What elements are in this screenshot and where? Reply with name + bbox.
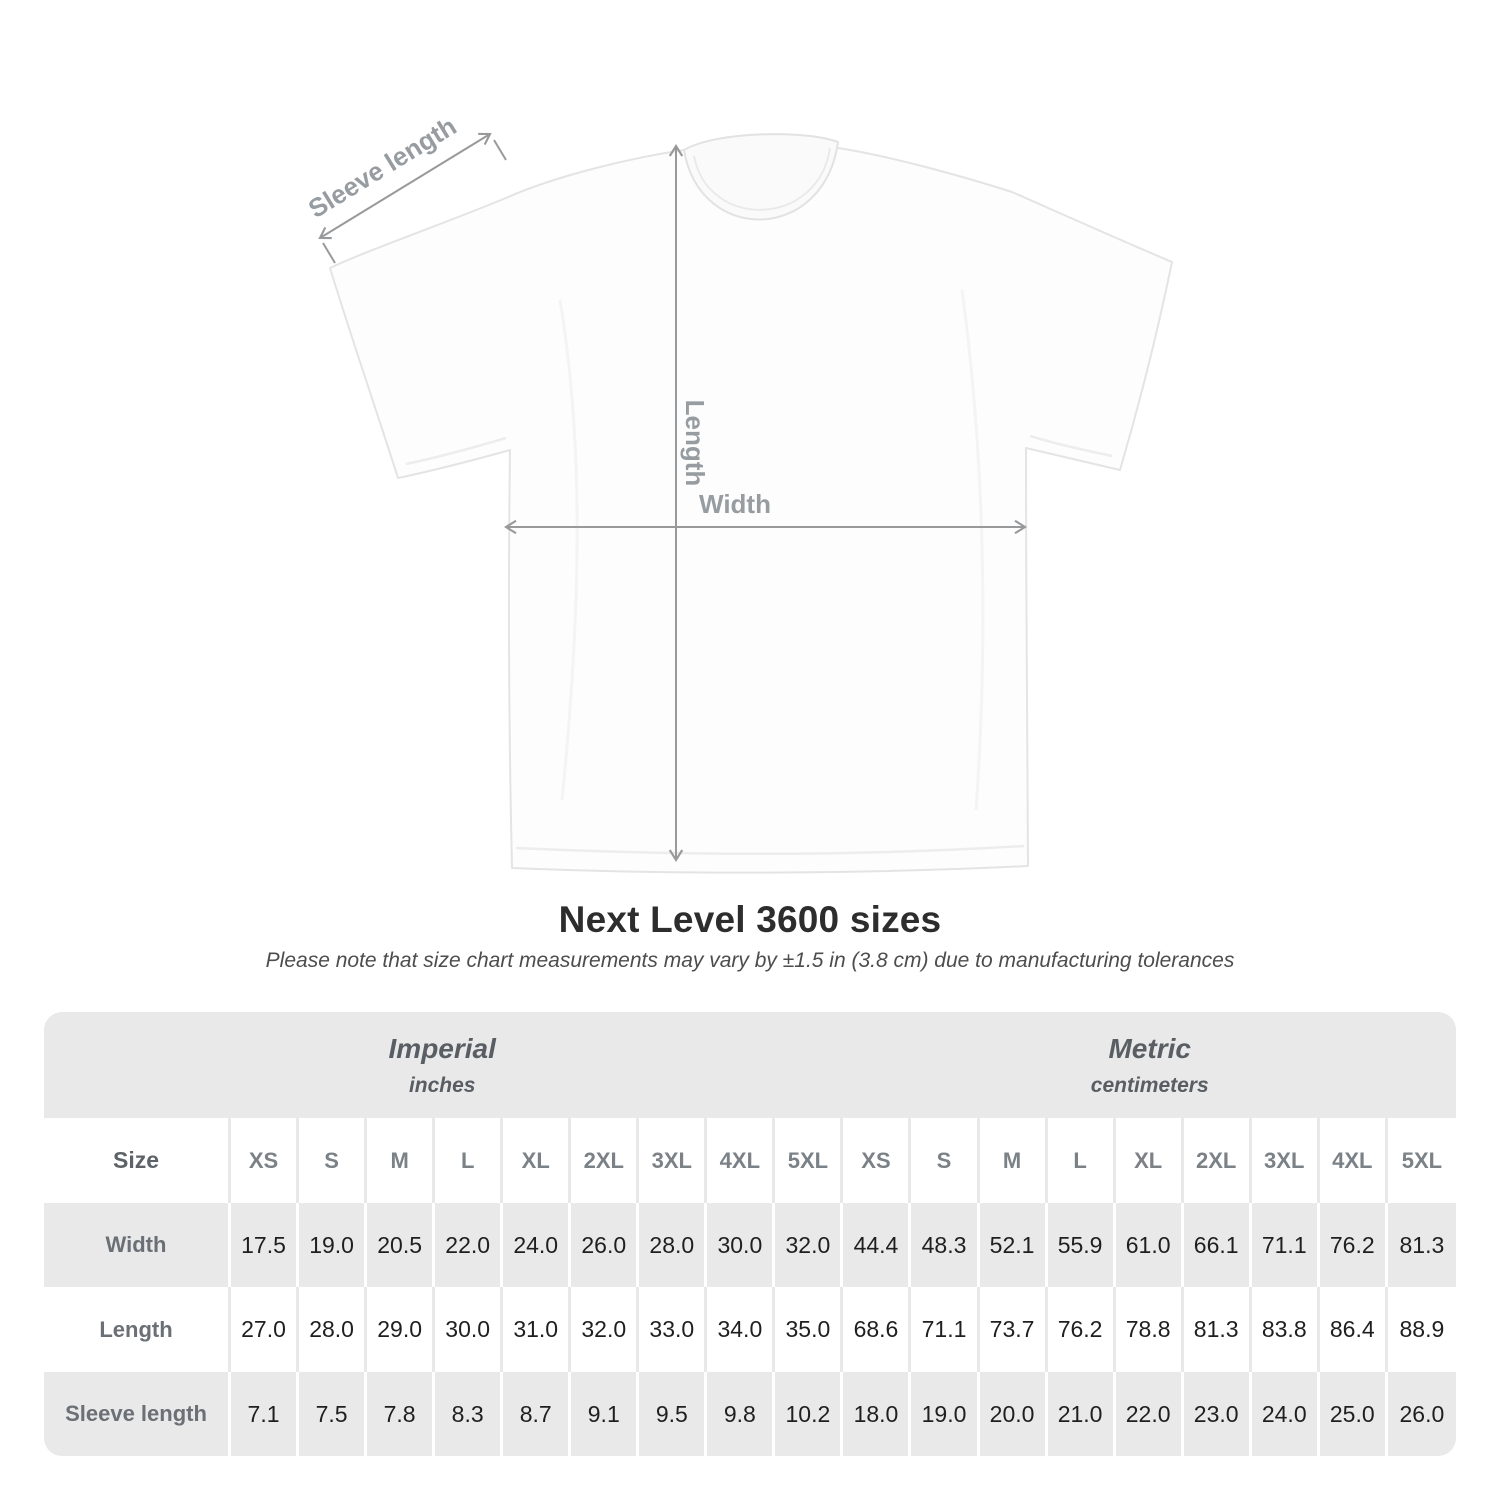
unit-group-row	[44, 1012, 1456, 1118]
size-header-row	[44, 1118, 1456, 1203]
measurement-value: 68.6	[843, 1287, 911, 1372]
measurement-value: 25.0	[1320, 1372, 1388, 1456]
size-header-label: Size	[44, 1118, 231, 1203]
measurement-value: 33.0	[639, 1287, 707, 1372]
size-column-header-metric-2xl: 2XL	[1184, 1118, 1252, 1203]
size-column-header-imperial-2xl: 2XL	[571, 1118, 639, 1203]
measurement-value: 7.1	[231, 1372, 299, 1456]
measurement-value: 19.0	[911, 1372, 979, 1456]
imperial-group-unit: inches	[408, 1073, 476, 1097]
size-chart-table	[44, 1012, 1456, 1456]
measurement-value: 30.0	[707, 1203, 775, 1287]
sleeve-arrow-end-tick-bottom	[323, 243, 335, 263]
size-column-header-imperial-3xl: 3XL	[639, 1118, 707, 1203]
measurement-value: 22.0	[1116, 1372, 1184, 1456]
measurement-value: 55.9	[1048, 1203, 1116, 1287]
measurement-value: 24.0	[1252, 1372, 1320, 1456]
measurement-value: 23.0	[1184, 1372, 1252, 1456]
measurement-value: 9.5	[639, 1372, 707, 1456]
metric-group-header	[843, 1012, 1456, 1118]
measurement-value: 88.9	[1388, 1287, 1456, 1372]
measurement-value: 71.1	[911, 1287, 979, 1372]
sleeve-length-arrow-label: Sleeve length	[302, 110, 462, 224]
measurement-value: 52.1	[980, 1203, 1048, 1287]
measurement-value: 24.0	[503, 1203, 571, 1287]
measurement-row-label: Length	[44, 1287, 231, 1372]
size-column-header-imperial-4xl: 4XL	[707, 1118, 775, 1203]
size-column-header-metric-4xl: 4XL	[1320, 1118, 1388, 1203]
measurement-value: 76.2	[1048, 1287, 1116, 1372]
measurement-value: 10.2	[775, 1372, 843, 1456]
measurement-value: 44.4	[843, 1203, 911, 1287]
size-column-header-metric-3xl: 3XL	[1252, 1118, 1320, 1203]
measurement-value: 9.1	[571, 1372, 639, 1456]
measurement-value: 27.0	[231, 1287, 299, 1372]
size-column-header-imperial-xs: XS	[231, 1118, 299, 1203]
metric-group-title: Metric	[1108, 1032, 1191, 1064]
size-column-header-imperial-l: L	[435, 1118, 503, 1203]
size-column-header-metric-xs: XS	[843, 1118, 911, 1203]
measurement-value: 7.5	[299, 1372, 367, 1456]
size-column-header-imperial-5xl: 5XL	[775, 1118, 843, 1203]
measurement-value: 32.0	[571, 1287, 639, 1372]
measurement-value: 81.3	[1184, 1287, 1252, 1372]
tolerance-note: Please note that size chart measurements may vary by ±1.5 in (3.8 cm) due to manufacturing tolerances	[265, 949, 1235, 972]
measurement-value: 18.0	[843, 1372, 911, 1456]
measurement-value: 26.0	[1388, 1372, 1456, 1456]
measurement-value: 17.5	[231, 1203, 299, 1287]
measurement-value: 86.4	[1320, 1287, 1388, 1372]
width-arrow-label: Width	[699, 489, 771, 519]
measurement-value: 73.7	[980, 1287, 1048, 1372]
size-column-header-metric-m: M	[980, 1118, 1048, 1203]
size-column-header-imperial-xl: XL	[503, 1118, 571, 1203]
measurement-row-label: Sleeve length	[44, 1372, 231, 1456]
size-column-header-metric-l: L	[1048, 1118, 1116, 1203]
measurement-value: 31.0	[503, 1287, 571, 1372]
measurement-value: 81.3	[1388, 1203, 1456, 1287]
measurement-value: 32.0	[775, 1203, 843, 1287]
measurement-row-sleeve-length	[44, 1372, 1456, 1456]
measurement-value: 30.0	[435, 1287, 503, 1372]
measurement-value: 76.2	[1320, 1203, 1388, 1287]
measurement-value: 8.7	[503, 1372, 571, 1456]
measurement-value: 7.8	[367, 1372, 435, 1456]
measurement-value: 83.8	[1252, 1287, 1320, 1372]
measurement-value: 66.1	[1184, 1203, 1252, 1287]
size-column-header-metric-xl: XL	[1116, 1118, 1184, 1203]
measurement-value: 35.0	[775, 1287, 843, 1372]
measurement-value: 20.0	[980, 1372, 1048, 1456]
measurement-value: 78.8	[1116, 1287, 1184, 1372]
length-arrow-label: Length	[680, 399, 710, 487]
size-column-header-metric-5xl: 5XL	[1388, 1118, 1456, 1203]
measurement-value: 9.8	[707, 1372, 775, 1456]
measurement-row-label: Width	[44, 1203, 231, 1287]
measurement-value: 20.5	[367, 1203, 435, 1287]
measurement-value: 19.0	[299, 1203, 367, 1287]
measurement-value: 28.0	[299, 1287, 367, 1372]
measurement-value: 22.0	[435, 1203, 503, 1287]
measurement-value: 71.1	[1252, 1203, 1320, 1287]
size-column-header-metric-s: S	[911, 1118, 979, 1203]
measurement-value: 34.0	[707, 1287, 775, 1372]
measurement-value: 21.0	[1048, 1372, 1116, 1456]
measurement-value: 8.3	[435, 1372, 503, 1456]
measurement-value: 48.3	[911, 1203, 979, 1287]
size-column-header-imperial-s: S	[299, 1118, 367, 1203]
metric-group-unit: centimeters	[1090, 1073, 1209, 1097]
page-title: Next Level 3600 sizes	[558, 899, 942, 940]
imperial-group-header	[44, 1012, 843, 1118]
measurement-value: 61.0	[1116, 1203, 1184, 1287]
measurement-row-width	[44, 1203, 1456, 1287]
size-column-header-imperial-m: M	[367, 1118, 435, 1203]
measurement-value: 28.0	[639, 1203, 707, 1287]
imperial-group-title: Imperial	[388, 1032, 496, 1064]
sleeve-arrow-end-tick-top	[494, 140, 506, 160]
measurement-value: 29.0	[367, 1287, 435, 1372]
measurement-value: 26.0	[571, 1203, 639, 1287]
measurement-row-length	[44, 1287, 1456, 1372]
